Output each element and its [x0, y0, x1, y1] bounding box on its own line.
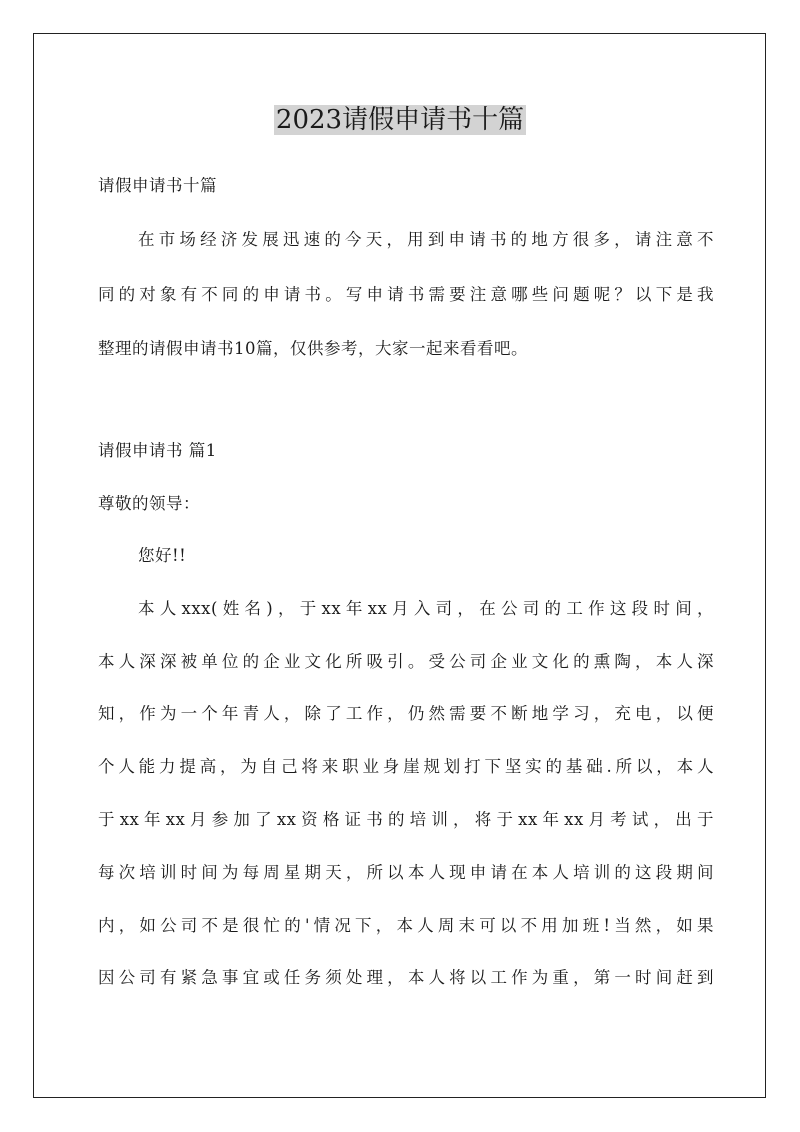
document-title-text: 2023请假申请书十篇 — [275, 105, 525, 135]
body-line: 每次培训时间为每周星期天，所以本人现申请在本人培训的这段期间 — [98, 863, 714, 882]
body-line: 知，作为一个年青人，除了工作，仍然需要不断地学习，充电，以便 — [98, 704, 714, 723]
body-line: 因公司有紧急事宜或任务须处理，本人将以工作为重，第一时间赶到 — [98, 968, 714, 987]
intro-line: 同的对象有不同的申请书。写申请书需要注意哪些问题呢？以下是我 — [98, 285, 714, 304]
body-line: 内，如公司不是很忙的'情况下，本人周末可以不用加班!当然，如果 — [98, 916, 714, 935]
intro-line: 在市场经济发展迅速的今天，用到申请书的地方很多，请注意不 — [138, 230, 714, 249]
body-line: 于xx年xx月参加了xx资格证书的培训，将于xx年xx月考试，出于 — [98, 810, 714, 829]
greeting: 您好!! — [138, 546, 187, 565]
body-line: 本人xxx(姓名)，于xx年xx月入司，在公司的工作这段时间， — [138, 599, 714, 618]
document-title — [0, 98, 800, 142]
body-line: 个人能力提高，为自己将来职业身崖规划打下坚实的基础.所以，本人 — [98, 757, 714, 776]
document-subtitle: 请假申请书十篇 — [98, 176, 217, 195]
intro-line: 整理的请假申请书10篇，仅供参考，大家一起来看看吧。 — [98, 339, 528, 358]
body-line: 本人深深被单位的企业文化所吸引。受公司企业文化的熏陶，本人深 — [98, 652, 714, 671]
section-heading: 请假申请书 篇1 — [98, 441, 217, 460]
salutation: 尊敬的领导： — [98, 494, 200, 513]
